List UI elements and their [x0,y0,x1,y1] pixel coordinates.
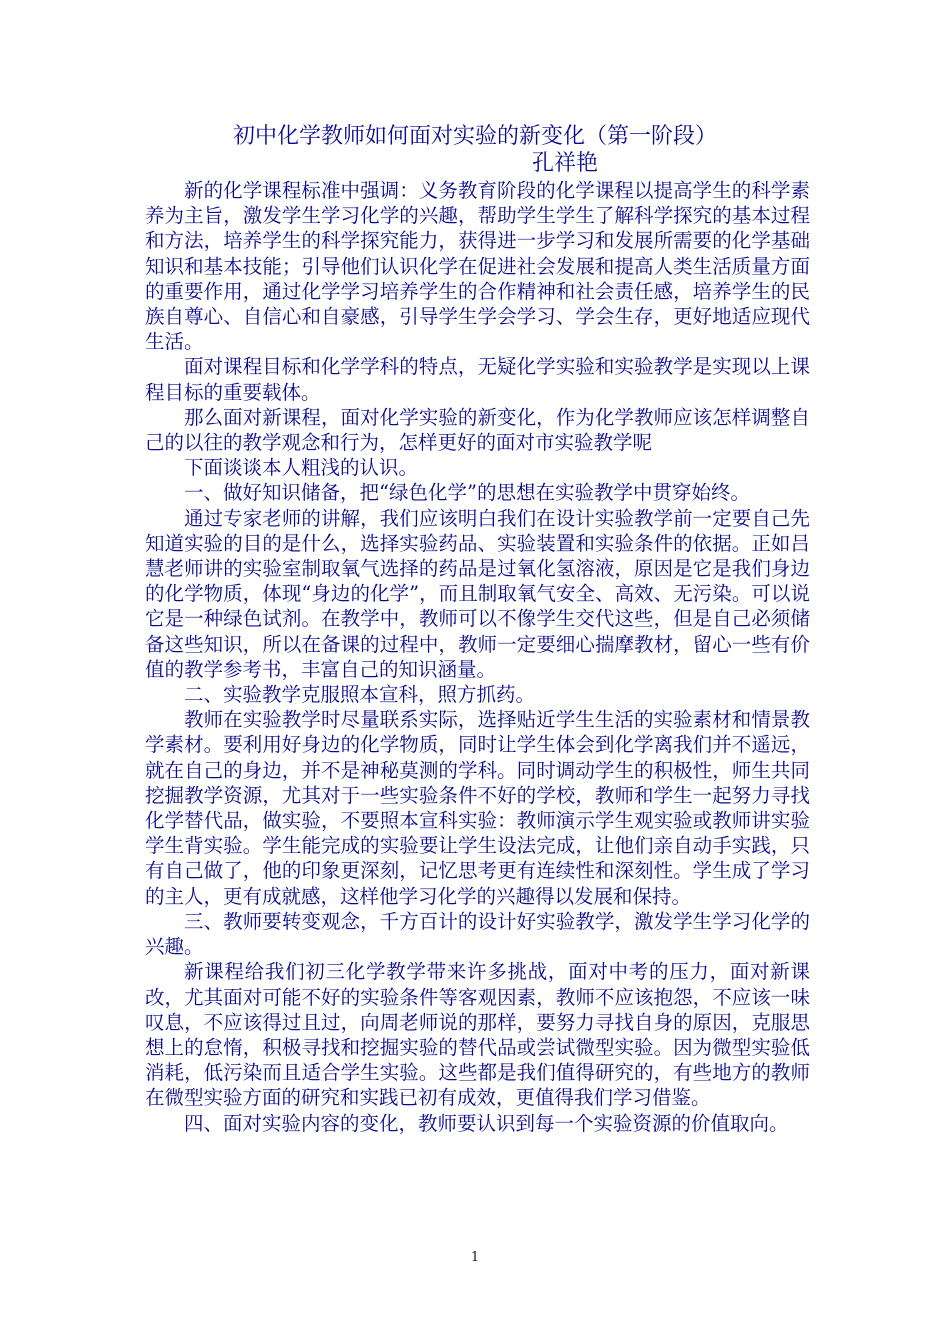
paragraph-1: 新的化学课程标准中强调：义务教育阶段的化学课程以提高学生的科学素养为主旨，激发学生学习化学的兴趣，帮助学生学生了解科学探究的基本过程和方法，培养学生的科学探究能力，获得进一步学习和发展所需要的化学基础知识和基本技能；引导他们认识化学在促进社会发展和提高人类生活质量方面的重要作用，通过化学学习培养学生的合作精神和社会责任感，培养学生的民族自尊心、自信心和自豪感，引导学生学会学习、学会生存，更好地适应现代生活。 [145,179,810,354]
paragraph-5: 通过专家老师的讲解，我们应该明白我们在设计实验教学前一定要自己先知道实验的目的是什么，选择实验药品、实验装置和实验条件的依据。正如吕慧老师讲的实验室制取氧气选择的药品是过氧化氢溶液，原因是它是我们身边的化学物质，体现“身边的化学”，而且制取氧气安全、高效、无污染。可以说它是一种绿色试剂。在教学中，教师可以不像学生交代这些，但是自己必须储备这些知识，所以在备课的过程中，教师一定要细心揣摩教材，留心一些有价值的教学参考书，丰富自己的知识涵量。 [145,506,810,681]
paragraph-7: 新课程给我们初三化学教学带来许多挑战，面对中考的压力，面对新课改，尤其面对可能不好的实验条件等客观因素，教师不应该抱怨，不应该一味叹息，不应该得过且过，向周老师说的那样，要努力寻找自身的原因，克服思想上的怠惰，积极寻找和挖掘实验的替代品或尝试微型实验。因为微型实验低消耗，低污染而且适合学生实验。这些都是我们值得研究的，有些地方的教师在微型实验方面的研究和实践已初有成效，更值得我们学习借鉴。 [145,960,810,1110]
paragraph-4: 下面谈谈本人粗浅的认识。 [184,456,419,480]
section-heading-3: 三、教师要转变观念，千方百计的设计好实验教学，激发学生学习化学的兴趣。 [145,909,810,959]
document-title: 初中化学教师如何面对实验的新变化（第一阶段） [232,124,717,149]
section-heading-1: 一、做好知识储备，把“绿色化学”的思想在实验教学中贯穿始终。 [184,481,750,505]
document-author: 孔祥艳 [531,151,598,176]
paragraph-2: 面对课程目标和化学学科的特点，无疑化学实验和实验教学是实现以上课程目标的重要载体。 [145,355,810,404]
section-heading-2: 二、实验教学克服照本宣科，照方抓药。 [184,683,536,707]
document-body [145,178,810,1136]
paragraph-6: 教师在实验教学时尽量联系实际，选择贴近学生生活的实验素材和情景教学素材。要利用好身边的化学物质，同时让学生体会到化学离我们并不遥远，就在自己的身边，并不是神秘莫测的学科。同时调动学生的积极性，师生共同挖掘教学资源，尤其对于一些实验条件不好的学校，教师和学生一起努力寻找化学替代品，做实验，不要照本宣科实验：教师演示学生观实验或教师讲实验学生背实验。学生能完成的实验要让学生设法完成，让他们亲自动手实践，只有自己做了，他的印象更深刻，记忆思考更有连续性和深刻性。学生成了学习的主人，更有成就感，这样他学习化学的兴趣得以发展和保持。 [145,708,810,908]
paragraph-3: 那么面对新课程，面对化学实验的新变化，作为化学教师应该怎样调整自己的以往的教学观念和行为，怎样更好的面对市实验教学呢 [145,405,810,455]
page-number: 1 [470,1250,480,1265]
section-heading-4: 四、面对实验内容的变化，教师要认识到每一个实验资源的价值取向。 [184,1111,789,1135]
